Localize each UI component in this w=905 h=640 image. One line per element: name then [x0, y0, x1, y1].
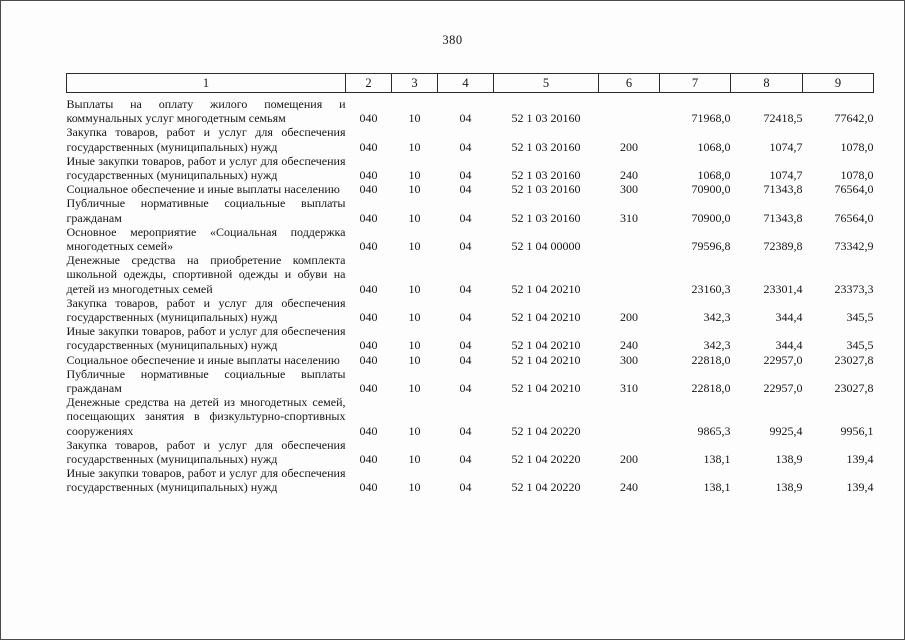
table-body — [67, 93, 874, 495]
expense-type-code-cell: 300 — [620, 352, 638, 367]
column-header: 5 — [494, 74, 599, 93]
chapter-code-cell: 040 — [359, 310, 378, 325]
chapter-code-cell: 040 — [359, 111, 378, 126]
row-label-cell: Закупка товаров, работ и услуг для обеспечения государственных (муниципальных) нужд — [66, 125, 346, 154]
chapter-code-cell: 040 — [359, 239, 378, 254]
target-article-code-cell: 52 1 04 20220 — [511, 452, 581, 467]
chapter-code-cell: 040 — [359, 182, 378, 197]
amount-year3-cell: 23373,3 — [834, 281, 874, 296]
amount-year3-cell: 1078,0 — [840, 139, 874, 154]
expense-type-code-cell — [599, 93, 660, 126]
target-article-code-cell: 52 1 04 20210 — [511, 352, 581, 367]
subsection-code-cell: 04 — [459, 139, 472, 154]
column-header: 2 — [346, 74, 392, 93]
amount-year3-cell: 76564,0 — [834, 182, 874, 197]
subsection-code-cell: 04 — [459, 239, 472, 254]
section-code-cell: 10 — [408, 281, 421, 296]
table-row — [67, 353, 874, 367]
row-label-cell: Основное мероприятие «Социальная поддержка многодетных семей» — [66, 224, 346, 254]
table-row — [67, 466, 874, 494]
expense-type-code-cell: 300 — [620, 182, 638, 197]
amount-year2-cell: 71343,8 — [763, 182, 803, 197]
amount-year3-cell: 9956,1 — [840, 423, 874, 438]
amount-year1-cell: 23160,3 — [691, 281, 731, 296]
section-code-cell: 10 — [408, 423, 421, 438]
section-code-cell: 10 — [408, 352, 421, 367]
amount-year3-cell: 23027,8 — [834, 352, 874, 367]
table-row — [67, 182, 874, 196]
amount-year2-cell: 344,4 — [775, 310, 803, 325]
section-code-cell: 10 — [408, 182, 421, 197]
column-header: 4 — [438, 74, 494, 93]
chapter-code-cell: 040 — [359, 423, 378, 438]
amount-year1-cell: 22818,0 — [691, 352, 731, 367]
subsection-code-cell: 04 — [459, 210, 472, 225]
row-label-cell: Публичные нормативные социальные выплаты гражданам — [66, 196, 346, 225]
row-label-cell: Социальное обеспечение и иные выплаты населению — [66, 182, 340, 197]
table-row — [67, 125, 874, 153]
table-row — [67, 367, 874, 395]
expense-type-code-cell: 240 — [620, 480, 638, 495]
amount-year2-cell: 22957,0 — [763, 352, 803, 367]
amount-year1-cell: 22818,0 — [691, 381, 731, 396]
amount-year1-cell: 1068,0 — [697, 168, 731, 183]
amount-year2-cell: 1074,7 — [769, 168, 803, 183]
amount-year2-cell: 344,4 — [775, 338, 803, 353]
amount-year1-cell: 70900,0 — [691, 182, 731, 197]
expense-type-code-cell — [599, 395, 660, 438]
amount-year1-cell: 138,1 — [703, 480, 731, 495]
section-code-cell: 10 — [408, 210, 421, 225]
subsection-code-cell: 04 — [459, 452, 472, 467]
amount-year3-cell: 345,5 — [846, 310, 874, 325]
amount-year3-cell: 23027,8 — [834, 381, 874, 396]
table-row — [67, 253, 874, 296]
chapter-code-cell: 040 — [359, 381, 378, 396]
row-label-cell: Иные закупки товаров, работ и услуг для обеспечения государственных (муниципальных) нужд — [66, 153, 346, 183]
table-row — [67, 296, 874, 324]
target-article-code-cell: 52 1 03 20160 — [511, 111, 581, 126]
amount-year2-cell: 23301,4 — [763, 281, 803, 296]
chapter-code-cell: 040 — [359, 210, 378, 225]
budget-table — [66, 73, 874, 495]
chapter-code-cell: 040 — [359, 139, 378, 154]
target-article-code-cell: 52 1 04 20220 — [511, 423, 581, 438]
row-label-cell: Иные закупки товаров, работ и услуг для обеспечения государственных (муниципальных) нужд — [66, 466, 346, 495]
column-header: 3 — [392, 74, 438, 93]
expense-type-code-cell: 310 — [620, 381, 638, 396]
amount-year1-cell: 342,3 — [703, 310, 731, 325]
section-code-cell: 10 — [408, 239, 421, 254]
section-code-cell: 10 — [408, 168, 421, 183]
column-header: 6 — [599, 74, 660, 93]
section-code-cell: 10 — [408, 338, 421, 353]
amount-year3-cell: 77642,0 — [834, 111, 874, 126]
amount-year1-cell: 70900,0 — [691, 210, 731, 225]
row-label-cell: Публичные нормативные социальные выплаты гражданам — [66, 366, 346, 396]
expense-type-code-cell: 240 — [620, 168, 638, 183]
page-number: 380 — [442, 33, 463, 47]
subsection-code-cell: 04 — [459, 182, 472, 197]
amount-year3-cell: 73342,9 — [834, 239, 874, 254]
subsection-code-cell: 04 — [459, 111, 472, 126]
amount-year2-cell: 138,9 — [775, 480, 803, 495]
amount-year3-cell: 139,4 — [846, 480, 874, 495]
section-code-cell: 10 — [408, 452, 421, 467]
amount-year1-cell: 71968,0 — [691, 111, 731, 126]
table-row — [67, 438, 874, 466]
target-article-code-cell: 52 1 03 20160 — [511, 210, 581, 225]
column-header: 7 — [660, 74, 731, 93]
section-code-cell: 10 — [408, 381, 421, 396]
amount-year2-cell: 72418,5 — [763, 111, 803, 126]
subsection-code-cell: 04 — [459, 310, 472, 325]
target-article-code-cell: 52 1 03 20160 — [511, 168, 581, 183]
target-article-code-cell: 52 1 03 20160 — [511, 139, 581, 154]
table-row — [67, 93, 874, 126]
chapter-code-cell: 040 — [359, 168, 378, 183]
expense-type-code-cell — [599, 225, 660, 253]
amount-year2-cell: 22957,0 — [763, 381, 803, 396]
table-row — [67, 225, 874, 253]
table-row — [67, 154, 874, 182]
row-label-cell: Иные закупки товаров, работ и услуг для обеспечения государственных (муниципальных) нужд — [66, 324, 346, 353]
amount-year1-cell: 342,3 — [703, 338, 731, 353]
row-label-cell: Выплаты на оплату жилого помещения и коммунальных услуг многодетным семьям — [66, 97, 346, 126]
table-header — [67, 74, 874, 93]
table-row — [67, 324, 874, 352]
section-code-cell: 10 — [408, 139, 421, 154]
amount-year2-cell: 71343,8 — [763, 210, 803, 225]
chapter-code-cell: 040 — [359, 452, 378, 467]
row-label-cell: Социальное обеспечение и иные выплаты населению — [66, 352, 340, 367]
subsection-code-cell: 04 — [459, 480, 472, 495]
column-header: 8 — [731, 74, 803, 93]
target-article-code-cell: 52 1 04 20210 — [511, 281, 581, 296]
section-code-cell: 10 — [408, 111, 421, 126]
chapter-code-cell: 040 — [359, 480, 378, 495]
amount-year1-cell: 138,1 — [703, 452, 731, 467]
row-label-cell: Денежные средства на приобретение комплекта школьной одежды, спортивной одежды и обуви на детей из многодетных семей — [66, 253, 346, 296]
target-article-code-cell: 52 1 04 00000 — [511, 239, 581, 254]
subsection-code-cell: 04 — [459, 352, 472, 367]
chapter-code-cell: 040 — [359, 338, 378, 353]
subsection-code-cell: 04 — [459, 381, 472, 396]
subsection-code-cell: 04 — [459, 423, 472, 438]
row-label-cell: Денежные средства на детей из многодетных семей, посещающих занятия в физкультурно-спортивных сооружениях — [66, 395, 346, 438]
column-header: 1 — [67, 74, 346, 93]
target-article-code-cell: 52 1 04 20210 — [511, 338, 581, 353]
expense-type-code-cell: 200 — [620, 310, 638, 325]
amount-year3-cell: 139,4 — [846, 452, 874, 467]
amount-year2-cell: 72389,8 — [763, 239, 803, 254]
column-header: 9 — [803, 74, 874, 93]
amount-year1-cell: 1068,0 — [697, 139, 731, 154]
amount-year3-cell: 76564,0 — [834, 210, 874, 225]
amount-year2-cell: 1074,7 — [769, 139, 803, 154]
subsection-code-cell: 04 — [459, 168, 472, 183]
target-article-code-cell: 52 1 04 20220 — [511, 480, 581, 495]
target-article-code-cell: 52 1 04 20210 — [511, 310, 581, 325]
header-row — [67, 74, 874, 93]
amount-year1-cell: 79596,8 — [691, 239, 731, 254]
chapter-code-cell: 040 — [359, 281, 378, 296]
row-label-cell: Закупка товаров, работ и услуг для обеспечения государственных (муниципальных) нужд — [66, 295, 346, 325]
amount-year3-cell: 345,5 — [846, 338, 874, 353]
row-label-cell: Закупка товаров, работ и услуг для обеспечения государственных (муниципальных) нужд — [66, 437, 346, 467]
expense-type-code-cell: 200 — [620, 139, 638, 154]
subsection-code-cell: 04 — [459, 338, 472, 353]
expense-type-code-cell: 200 — [620, 452, 638, 467]
target-article-code-cell: 52 1 03 20160 — [511, 182, 581, 197]
table-row — [67, 395, 874, 438]
expense-type-code-cell: 310 — [620, 210, 638, 225]
amount-year1-cell: 9865,3 — [697, 423, 731, 438]
section-code-cell: 10 — [408, 480, 421, 495]
subsection-code-cell: 04 — [459, 281, 472, 296]
expense-type-code-cell — [599, 253, 660, 296]
chapter-code-cell: 040 — [359, 352, 378, 367]
table-row — [67, 196, 874, 224]
expense-type-code-cell: 240 — [620, 338, 638, 353]
amount-year2-cell: 138,9 — [775, 452, 803, 467]
section-code-cell: 10 — [408, 310, 421, 325]
amount-year3-cell: 1078,0 — [840, 168, 874, 183]
target-article-code-cell: 52 1 04 20210 — [511, 381, 581, 396]
amount-year2-cell: 9925,4 — [769, 423, 803, 438]
